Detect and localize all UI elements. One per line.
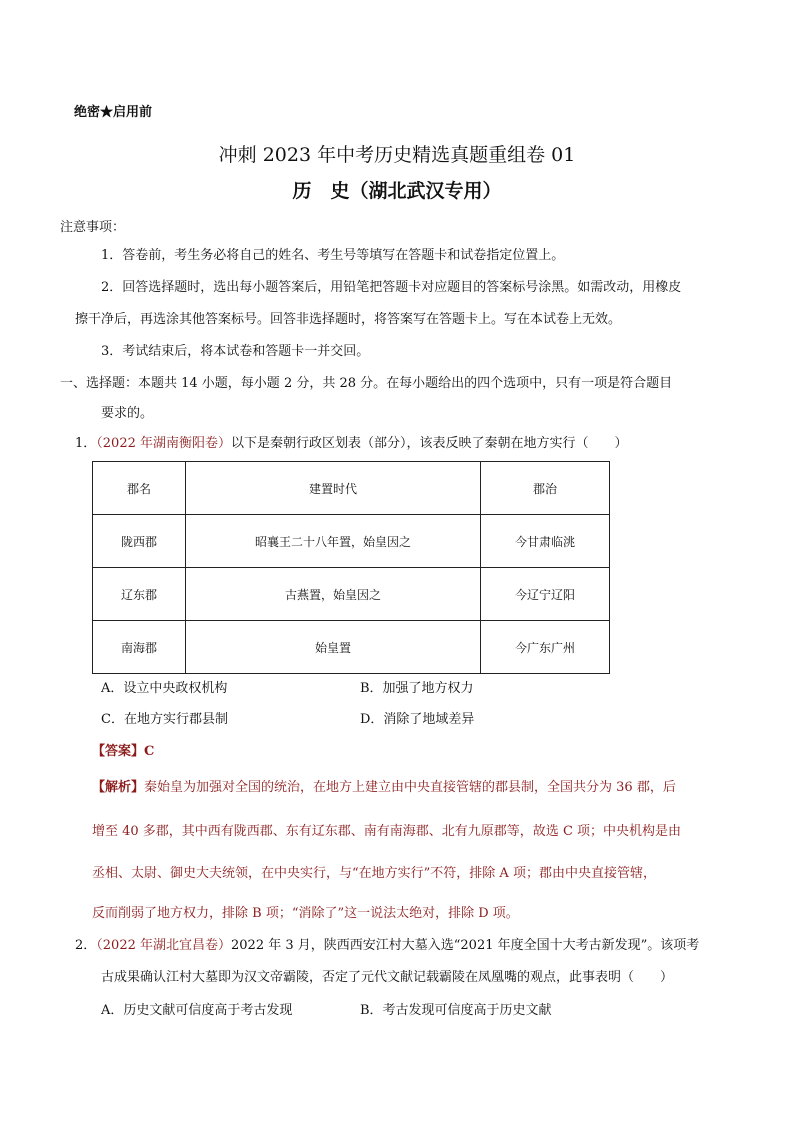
table-cell: 今广东广州 <box>481 621 610 674</box>
table-cell: 今甘肃临洮 <box>481 515 610 568</box>
question-text: 以下是秦朝行政区划表（部分），该表反映了秦朝在地方实行（ ） <box>231 436 628 451</box>
explanation-text: 秦始皇为加强对全国的统治，在地方上建立由中央直接管辖的郡县制，全国共分为 36 郡，后 <box>144 780 676 795</box>
q1-explanation-line <box>92 776 676 795</box>
question-2-stem-continued: 古成果确认江村大墓即为汉文帝霸陵，否定了元代文献记载霸陵在凤凰嘴的观点，此事表明（ ） <box>101 970 674 985</box>
table-row <box>93 568 610 621</box>
table-header: 郡治 <box>481 462 610 515</box>
q1-answer: 【答案】C <box>92 744 155 759</box>
table-cell: 昭襄王二十八年置，始皇因之 <box>186 515 481 568</box>
table-cell: 陇西郡 <box>93 515 186 568</box>
q1-explanation-line: 丞相、太尉、御史大夫统领，在中央实行，与“在地方实行”不符，排除 A 项；郡由中央直接管辖， <box>92 866 656 881</box>
qin-admin-table <box>92 461 610 674</box>
table-header: 郡名 <box>93 462 186 515</box>
note-2: 2．回答选择题时，选出每小题答案后，用铅笔把答题卡对应题目的答案标号涂黑。如需改动，用橡皮 <box>101 280 682 295</box>
section-1-heading-continued: 要求的。 <box>101 406 154 421</box>
table-row <box>93 515 610 568</box>
q1-option-c: C．在地方实行郡县制 <box>101 712 228 727</box>
table-cell: 古燕置，始皇因之 <box>186 568 481 621</box>
exam-subtitle: 历 史（湖北武汉专用） <box>292 180 502 202</box>
q2-option-b: B．考古发现可信度高于历史文献 <box>360 1003 552 1018</box>
q1-option-b: B．加强了地方权力 <box>360 681 474 696</box>
q1-option-a: A．设立中央政权机构 <box>101 681 228 696</box>
table-header: 建置时代 <box>186 462 481 515</box>
q1-explanation-line: 增至 40 多郡，其中西有陇西郡、东有辽东郡、南有南海郡、北有九原郡等，故选 C 项；中央机构是由 <box>92 824 682 839</box>
note-2-continued: 擦干净后，再选涂其他答案标号。回答非选择题时，将答案写在答题卡上。写在本试卷上无效。 <box>75 312 622 327</box>
table-cell: 始皇置 <box>186 621 481 674</box>
q1-option-d: D．消除了地域差异 <box>360 712 475 727</box>
question-source: （2022 年湖南衡阳卷） <box>96 436 231 451</box>
notes-heading: 注意事项： <box>60 220 126 235</box>
question-source: （2022 年湖北宜昌卷） <box>96 938 231 953</box>
question-2-stem <box>75 936 699 956</box>
q2-option-a: A．历史文献可信度高于考古发现 <box>101 1003 293 1018</box>
table-cell: 今辽宁辽阳 <box>481 568 610 621</box>
table-header-row <box>93 462 610 515</box>
note-1: 1．答卷前，考生务必将自己的姓名、考生号等填写在答题卡和试卷指定位置上。 <box>101 248 565 263</box>
explanation-label: 【解析】 <box>92 780 145 795</box>
q1-explanation-line: 反而削弱了地方权力，排除 B 项；“消除了”这一说法太绝对，排除 D 项。 <box>92 906 519 921</box>
table-cell: 南海郡 <box>93 621 186 674</box>
note-3: 3．考试结束后，将本试卷和答题卡一并交回。 <box>101 344 370 359</box>
question-number: 1． <box>75 436 97 451</box>
table-row <box>93 621 610 674</box>
exam-title: 冲刺 2023 年中考历史精选真题重组卷 01 <box>218 144 576 166</box>
table-cell: 辽东郡 <box>93 568 186 621</box>
question-text: 2022 年 3 月，陕西西安江村大墓入选“2021 年度全国十大考古新发现”。该项考 <box>231 938 700 953</box>
confidential-label: 绝密★启用前 <box>74 105 153 120</box>
question-1-stem <box>75 434 628 454</box>
question-number: 2． <box>75 938 97 953</box>
section-1-heading: 一、选择题：本题共 14 小题，每小题 2 分，共 28 分。在每小题给出的四个选项中，只有一项是符合题目 <box>60 376 673 391</box>
